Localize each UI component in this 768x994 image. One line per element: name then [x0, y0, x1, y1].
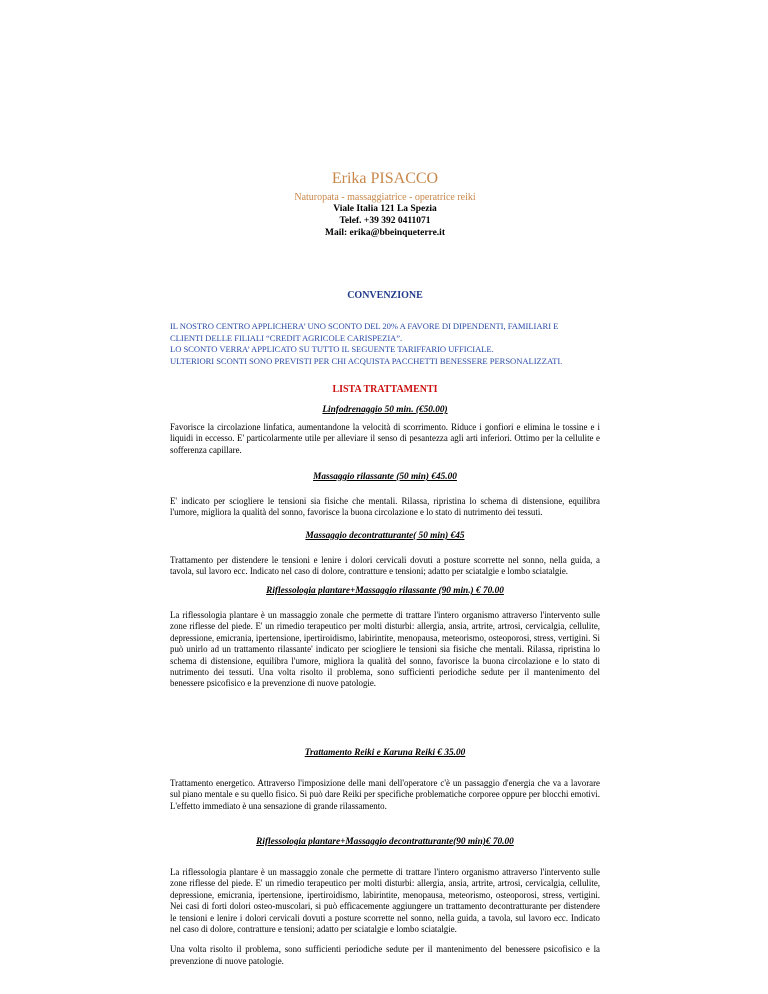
author-profession: Naturopata - massaggiatrice - operatrice reiki: [294, 192, 476, 203]
address: Viale Italia 121 La Spezia: [333, 204, 437, 214]
convenzione-title: CONVENZIONE: [347, 290, 423, 301]
convenzione-line: LO SCONTO VERRA’ APPLICATO SU TUTTO IL SEGUENTE TARIFFARIO UFFICIALE.: [170, 344, 494, 354]
email: Mail: erika@bbeinqueterre.it: [324, 228, 445, 238]
treatment-heading: Trattamento Reiki e Karuna Reiki € 35.00: [304, 748, 466, 758]
convenzione-line: IL NOSTRO CENTRO APPLICHERA’ UNO SCONTO DEL 20% A FAVORE DI DIPENDENTI, FAMILIARI E: [170, 321, 559, 331]
phone: Telef. +39 392 0411071: [339, 216, 431, 226]
treatment-heading: Massaggio rilassante (50 min) €45.00: [313, 472, 457, 482]
treatment-description: La riflessologia plantare è un massaggio zonale che permette di trattare l'intero organismo attraverso l'intervento sulle zone riflesse del piede. E' un rimedio terapeutico per molti disturbi: allergia, ansia, artrite, artrosi, cervicalgia, cellulite, depressione, emicrania, ipertensione, ipertiroidismo, labirintite, menopausa, meteorismo, osteoporosi, stress, vertigini. Nei casi di forti dolori osteo-muscolari, si può efficacemente aggiungere un trattamento decontratturante per distendere le tensioni e lenire i dolori cervicali dovuti a posture scorrette nel sonno, nella guida, a tavola, sul lavoro ecc. Indicato nel caso di dolore, contratture e tensioni; adatto per sciatalgie e lombo sciatalgie.: [170, 867, 600, 935]
lista-trattamenti-title: LISTA TRATTAMENTI: [332, 384, 438, 395]
treatment-riflessologia-rilassante: [170, 586, 600, 690]
convenzione-line: CLIENTI DELLE FILIALI “CREDIT AGRICOLE CARISPEZIA”.: [170, 332, 403, 343]
author-name: Erika PISACCO: [331, 170, 439, 187]
treatment-description-closing: Una volta risolto il problema, sono sufficienti periodiche sedute per il mantenimento del benessere psicofisico e la prevenzione di nuove patologie.: [170, 944, 600, 966]
treatment-description: Trattamento energetico. Attraverso l'imposizione delle mani dell'operatore c'è un passaggio d'energia che va a lavorare sul piano mentale e su quello fisico. Si può dare Reiki per specifiche problematiche corporee oppure per blocchi emotivi. L'effetto immediato è una sensazione di grande rilassamento.: [170, 778, 600, 811]
treatment-linfodrenaggio: [170, 405, 600, 456]
convenzione-text: [170, 321, 610, 367]
treatment-description: Trattamento per distendere le tensioni e lenire i dolori cervicali dovuti a posture scorrette nel sonno, nella guida, a tavola, sul lavoro ecc. Indicato nel caso di dolore, contratture e tensioni; adatto per sciatalgie e lombo sciatalgie.: [170, 555, 600, 577]
treatment-heading: Linfodrenaggio 50 min. (€50.00): [322, 405, 448, 415]
treatment-massaggio-rilassante: [170, 472, 600, 519]
treatment-description: La riflessologia plantare è un massaggio zonale che permette di trattare l'intero organismo attraverso l'intervento sulle zone riflesse del piede. E' un rimedio terapeutico per molti disturbi: allergia, ansia, artrite, artrosi, cervicalgia, cellulite, depressione, emicrania, ipertensione, ipertiroidismo, labirintite, menopausa, meteorismo, osteoporosi, stress, vertigini. Si può unirlo ad un trattamento rilassante' indicato per sciogliere le tensioni sia fisiche che mentali. Rilassa, ripristina lo schema di distensione, equilibra l'umore, migliora la qualità del sonno, favorisce la buona circolazione e lo stato di nutrimento dei tessuti. Una volta risolto il problema, sono sufficienti periodiche sedute per il mantenimento del benessere psicofisico e la prevenzione di nuove patologie.: [170, 610, 600, 689]
treatment-heading: Riflessologia plantare+Massaggio rilassante (90 min.) € 70.00: [266, 586, 504, 596]
treatment-description: Favorisce la circolazione linfatica, aumentandone la velocità di scorrimento. Riduce i gonfiori e elimina le tossine e i liquidi in eccesso. E' particolarmente utile per alleviare il senso di pesantezza agli arti inferiori. Ottimo per la cellulite e sofferenza capillare.: [170, 422, 600, 455]
treatment-riflessologia-decontratturante: [170, 837, 600, 967]
treatment-reiki: [170, 748, 600, 812]
convenzione-line: ULTERIORI SCONTI SONO PREVISTI PER CHI ACQUISTA PACCHETTI BENESSERE PERSONALIZZATI.: [170, 355, 563, 366]
treatment-heading: Massaggio decontratturante( 50 min) €45: [305, 531, 465, 541]
treatment-massaggio-decontratturante: [170, 531, 600, 578]
treatment-heading: Riflessologia plantare+Massaggio decontratturante(90 min)€ 70.00: [256, 837, 514, 847]
treatment-description: E' indicato per sciogliere le tensioni sia fisiche che mentali. Rilassa, ripristina lo schema di distensione, equilibra l'umore, migliora la qualità del sonno, favorisce la buona circolazione e lo stato di nutrimento dei tessuti.: [170, 496, 600, 518]
